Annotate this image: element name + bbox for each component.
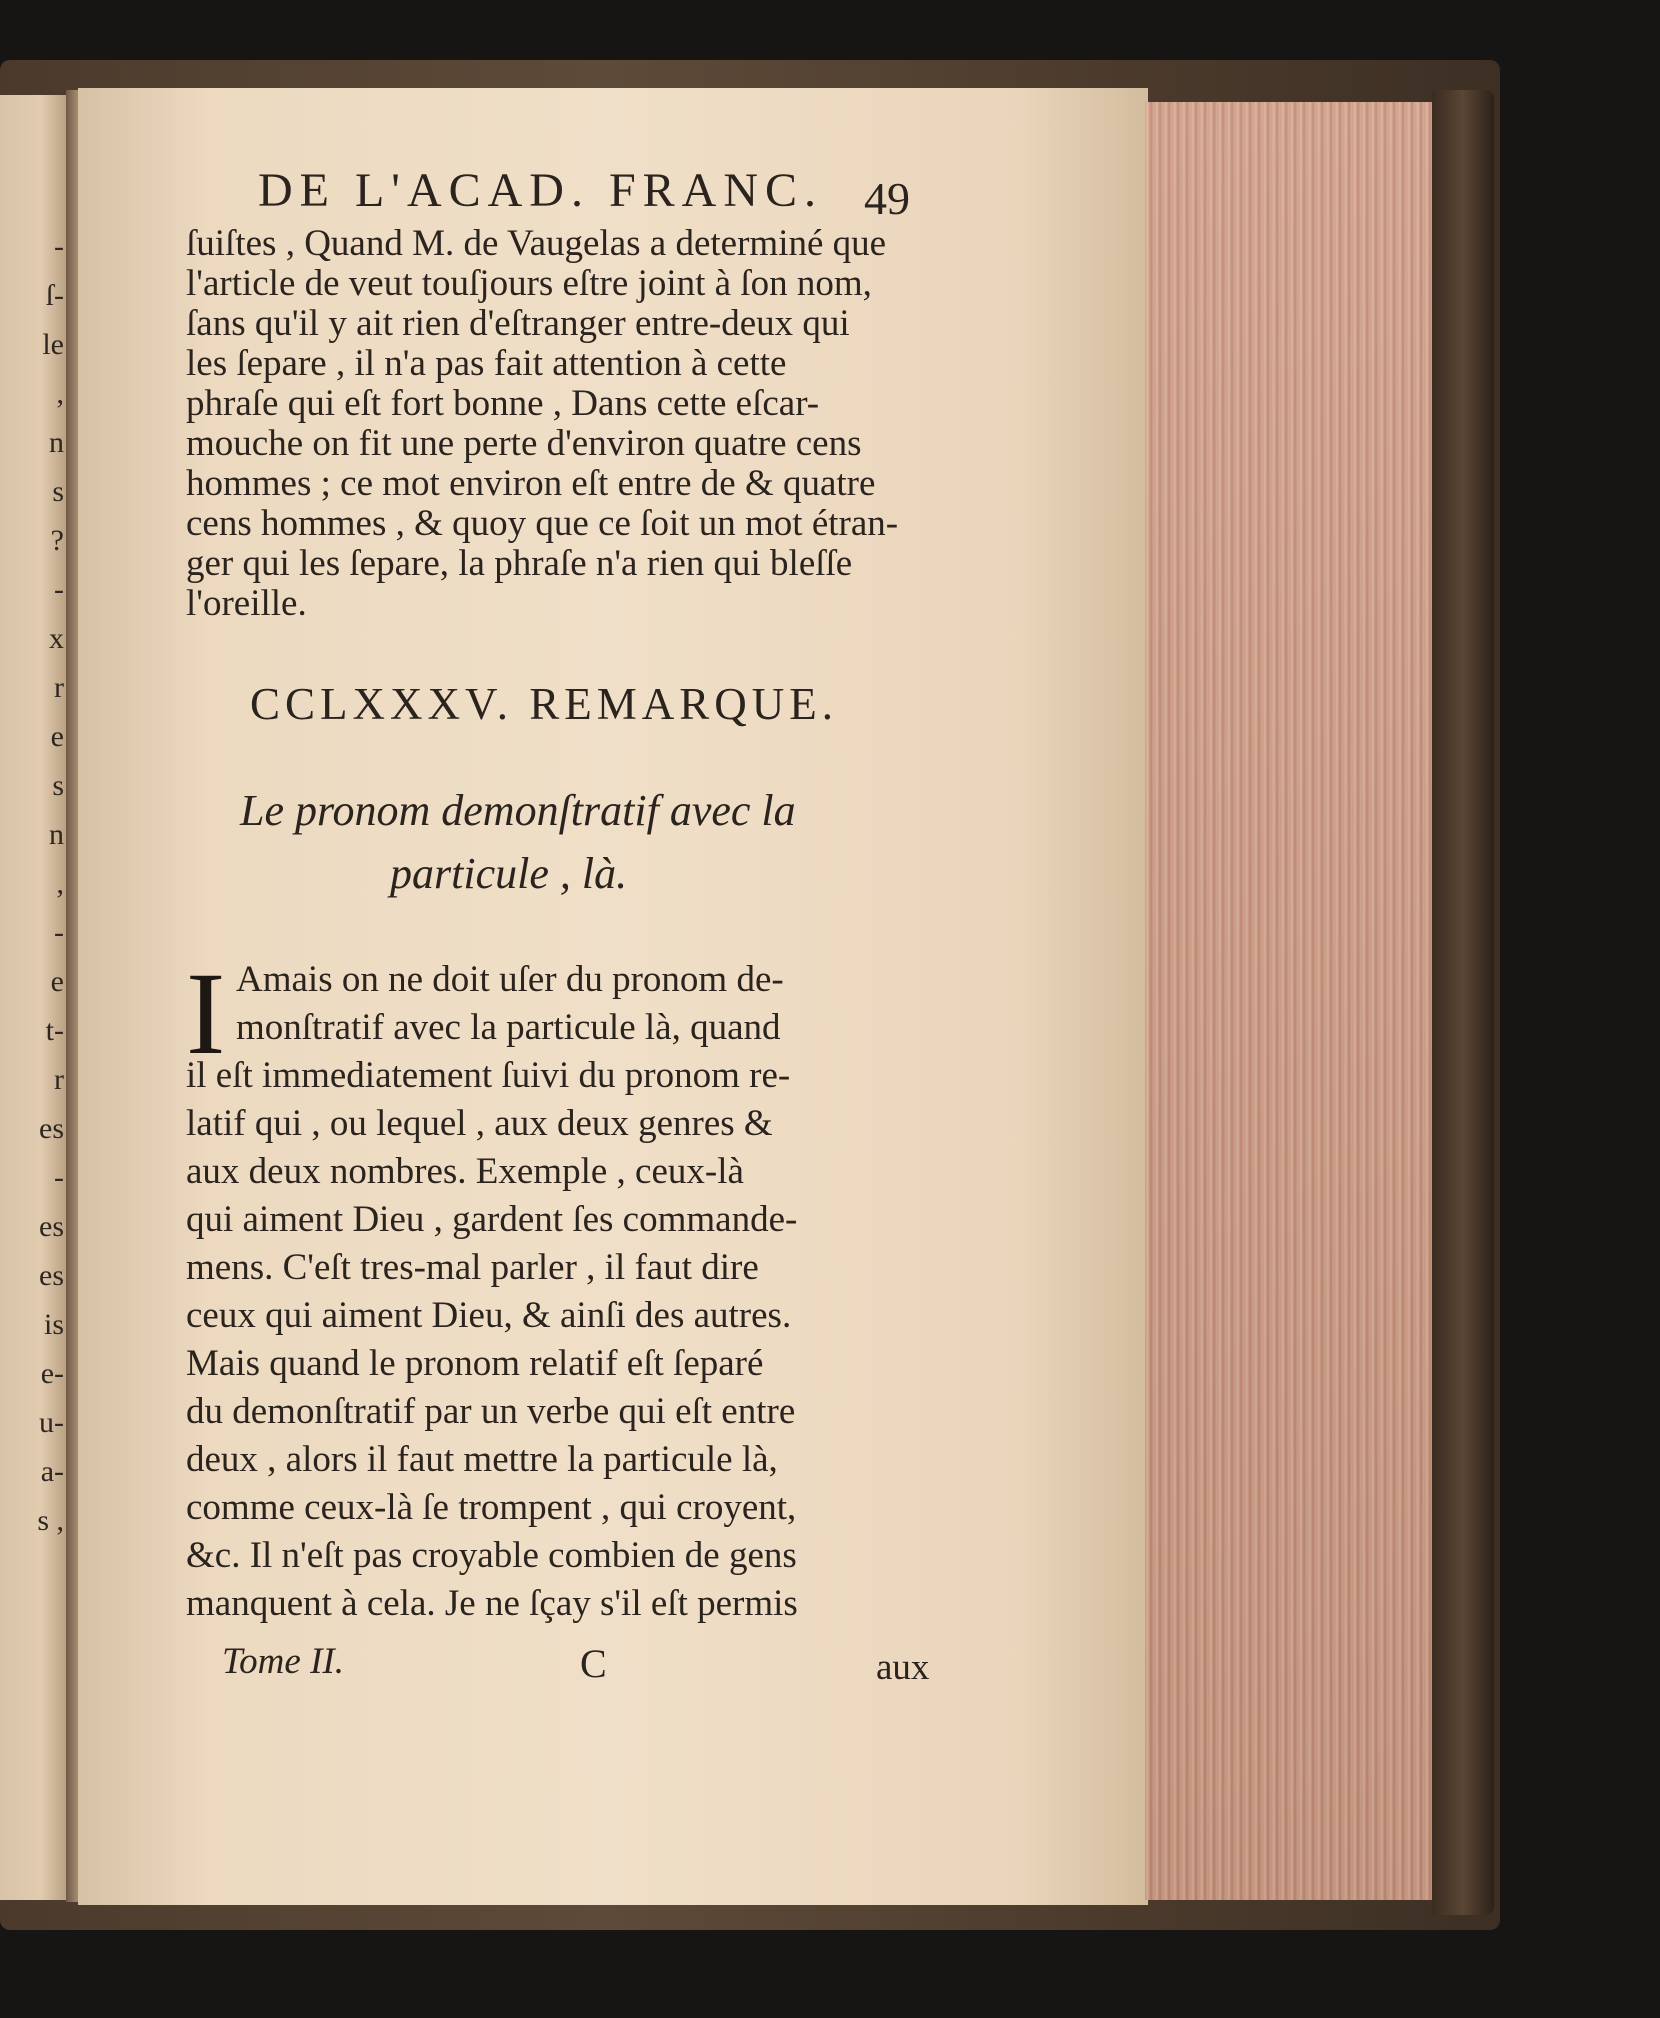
text-line: l'oreille.: [186, 583, 307, 624]
left-page-edge: [0, 95, 68, 1900]
page-fore-edge: [1145, 102, 1435, 1900]
left-page-fragment: -: [54, 573, 64, 606]
body-line: Mais quand le pronom relatif eſt ſeparé: [186, 1343, 764, 1384]
drop-cap: I: [186, 948, 226, 1079]
text-line: phraſe qui eſt fort bonne , Dans cette eſcar-: [186, 383, 820, 424]
left-page-fragment: es: [39, 1210, 64, 1243]
signature-mark: C: [580, 1641, 607, 1686]
text-line: ſuiſtes , Quand M. de Vaugelas a determiné que: [186, 223, 887, 264]
left-page-fragment: -: [54, 230, 64, 263]
left-page-fragment: le: [42, 328, 64, 361]
body-line: latif qui , ou lequel , aux deux genres &: [186, 1103, 773, 1144]
body-line: aux deux nombres. Exemple , ceux-là: [186, 1151, 744, 1192]
catchword: aux: [876, 1647, 930, 1688]
text-line: hommes ; ce mot environ eſt entre de & quatre: [186, 463, 876, 504]
left-page-fragment: n: [49, 426, 64, 459]
left-page-fragment: r: [54, 1063, 64, 1096]
text-line: ger qui les ſepare, la phraſe n'a rien qui bleſſe: [186, 543, 853, 584]
left-page-fragment: t-: [45, 1014, 64, 1047]
text-line: l'article de veut touſjours eſtre joint à ſon nom,: [186, 263, 872, 304]
left-page-fragment: s: [52, 475, 64, 508]
body-line: il eſt immediatement ſuivi du pronom re-: [186, 1055, 791, 1096]
body-line: monſtratif avec la particule là, quand: [236, 1007, 781, 1048]
left-page-fragment: x: [49, 622, 64, 655]
section-title-line-1: Le pronom demonſtratif avec la: [240, 786, 796, 835]
body-line: manquent à cela. Je ne ſçay s'il eſt permis: [186, 1583, 798, 1624]
text-line: mouche on fit une perte d'environ quatre cens: [186, 423, 862, 464]
body-line: mens. C'eſt tres-mal parler , il faut dire: [186, 1247, 759, 1288]
section-title-line-2: particule , là.: [390, 849, 628, 898]
body-line: comme ceux-là ſe trompent , qui croyent,: [186, 1487, 797, 1528]
left-page-fragment: e: [50, 965, 64, 998]
left-page-fragment: ſ-: [45, 279, 64, 312]
left-page-fragment: e-: [40, 1357, 64, 1390]
running-head: DE L'ACAD. FRANC.: [258, 164, 824, 217]
left-page-fragment: e: [50, 720, 64, 753]
body-line: ceux qui aiment Dieu, & ainſi des autres.: [186, 1295, 792, 1336]
left-page-fragment: a-: [40, 1455, 64, 1488]
left-page-fragment: ,: [56, 867, 64, 900]
left-page-fragment: s: [52, 769, 64, 802]
body-line: &c. Il n'eſt pas croyable combien de gens: [186, 1535, 797, 1576]
body-line: du demonſtratif par un verbe qui eſt entre: [186, 1391, 796, 1432]
text-line: les ſepare , il n'a pas fait attention à cette: [186, 343, 787, 384]
text-line: cens hommes , & quoy que ce ſoit un mot étran-: [186, 503, 899, 544]
body-line: qui aiment Dieu , gardent ſes commande-: [186, 1199, 798, 1240]
left-page-fragment: s ,: [37, 1504, 64, 1537]
left-page-fragment: -: [54, 1161, 64, 1194]
left-page-fragment: is: [43, 1308, 64, 1341]
left-page-fragment: es: [39, 1259, 64, 1292]
left-page-fragment: es: [39, 1112, 64, 1145]
page-number: 49: [864, 173, 910, 224]
left-page-fragment: r: [54, 671, 64, 704]
signature-label: Tome II.: [222, 1641, 344, 1682]
left-page-fragment: ?: [50, 524, 64, 557]
text-line: ſans qu'il y ait rien d'eſtranger entre-deux qui: [186, 303, 850, 344]
left-page-fragment: -: [54, 916, 64, 949]
body-line: Amais on ne doit uſer du pronom de-: [236, 959, 784, 1000]
left-page-fragment: n: [49, 818, 64, 851]
back-cover-edge: [1432, 90, 1494, 1915]
left-page-fragment: ,: [56, 377, 64, 410]
body-line: deux , alors il faut mettre la particule là,: [186, 1439, 778, 1480]
section-heading: CCLXXXV. REMARQUE.: [250, 679, 838, 729]
left-page-fragment: u-: [39, 1406, 64, 1439]
